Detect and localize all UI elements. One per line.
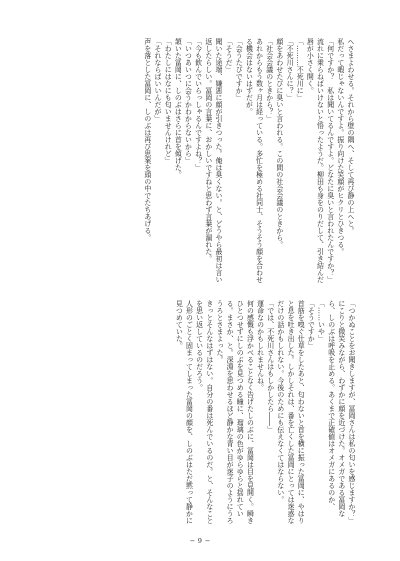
text-line: 「………不死川に」 — [295, 38, 304, 101]
text-line: 「今も飲んでいらっしゃるんですよね？」 — [193, 38, 202, 171]
text-line: 「不死川さんに？」 — [285, 38, 294, 101]
text-line: 顔をあわせたびに臭いと言われる。この間の社会会議のときから。 — [274, 38, 283, 248]
page-number: − 9 − — [189, 537, 211, 545]
text-line: 「会うたびですか」 — [234, 38, 243, 101]
text-line: あれからもう数ヶ月は経っている。多忙を極める社同士、そうそう顔を合わせる機会はないはずだが。 — [244, 38, 263, 283]
text-line: へさまよわせる。それから壁の隅へ、そして再び静の上へと。 — [346, 38, 354, 234]
text-line: にこりと微笑みながら、わずかに顔を近づけた。オメガである冨岡なら、しのぶは呼吸を止める。あくまで正確値はオメガにあるのか、 — [326, 300, 345, 517]
text-line: 「社会会議のときから？」 — [264, 38, 273, 122]
text-line: 「何ですか？ 私は聞いてるんですよ。どなたに臭いと言われたんですか？」 — [325, 38, 334, 283]
text-line: 何の感慨も浮かべることなく告げたしのぶに、冨岡は目を見開く。瞬きひとつせずにしのぶを見つめる瞳に、瑠璃の色がゆらゆらと揺れている。まさか、と。深淵を思わせるほど静かな青い目が迷子のようにうろうろとさまよった。 — [214, 300, 254, 524]
text-line: 首筋を嗅ぐ仕草をしたあと、匂わないと首を横に振った冨岡に、やはりと息を吐き出した。しかしそれは、番を亡くした冨岡にとっては迷惑なだけの話かもしれない。今後のためにも伝えなくてはならない。 — [275, 300, 305, 524]
text-line: 「つかぬことをお聞きしますが、冨岡さんは私の匂いを感じますか？」 — [347, 300, 355, 524]
text-line: きっとそんなはずはない。自分の番は死んでいるのだ。と、そんなことを思い返しているのだろう。 — [194, 300, 213, 524]
text-line: 頷いた冨岡に、しのぶはさらに首を傾げた。 — [173, 38, 182, 178]
upper-text-block — [49, 38, 355, 286]
text-line: 「……いや」 — [316, 300, 325, 342]
text-line: 私だって暇じゃないんですよ。振り向けた笑顔がヒクリとひきつる。 — [335, 38, 344, 255]
text-line: 声を落とした冨岡に、しのぶは再び思案を頭の中でたちあげる。 — [142, 38, 151, 241]
text-line: 「わたしにはなにも匂いませんけれど」 — [163, 38, 172, 164]
text-line: 「そうですか」 — [306, 300, 315, 349]
text-line: 運命なのかもしれませんね。 — [255, 300, 264, 391]
text-line: 人形のごとく固まってしまった冨岡の顔を、しのぶはただ黙って静かに見つめていた。 — [174, 300, 193, 524]
lower-text-block — [84, 300, 356, 530]
text-line: 「いつあいつに会うかわからないから」 — [183, 38, 192, 164]
text-line: 「そうだ」 — [224, 38, 233, 73]
text-line: 「では、不死川さんはもしかしたら――」 — [265, 300, 274, 433]
text-line: 流れに乗らねばいけないと悟ったようだ。柳田も身をのりだして、引き結んだ唇が小さく開く。 — [305, 38, 324, 283]
text-line: 聞いた途端、嫌悪に顔が引きつった。俺は臭くない。と、どうやら最初は言い返したらしい。冨岡の言葉に、おかしいですねと思わず言葉が漏れた。 — [203, 38, 222, 283]
text-line: 「それならばいいんだが」 — [153, 38, 162, 122]
